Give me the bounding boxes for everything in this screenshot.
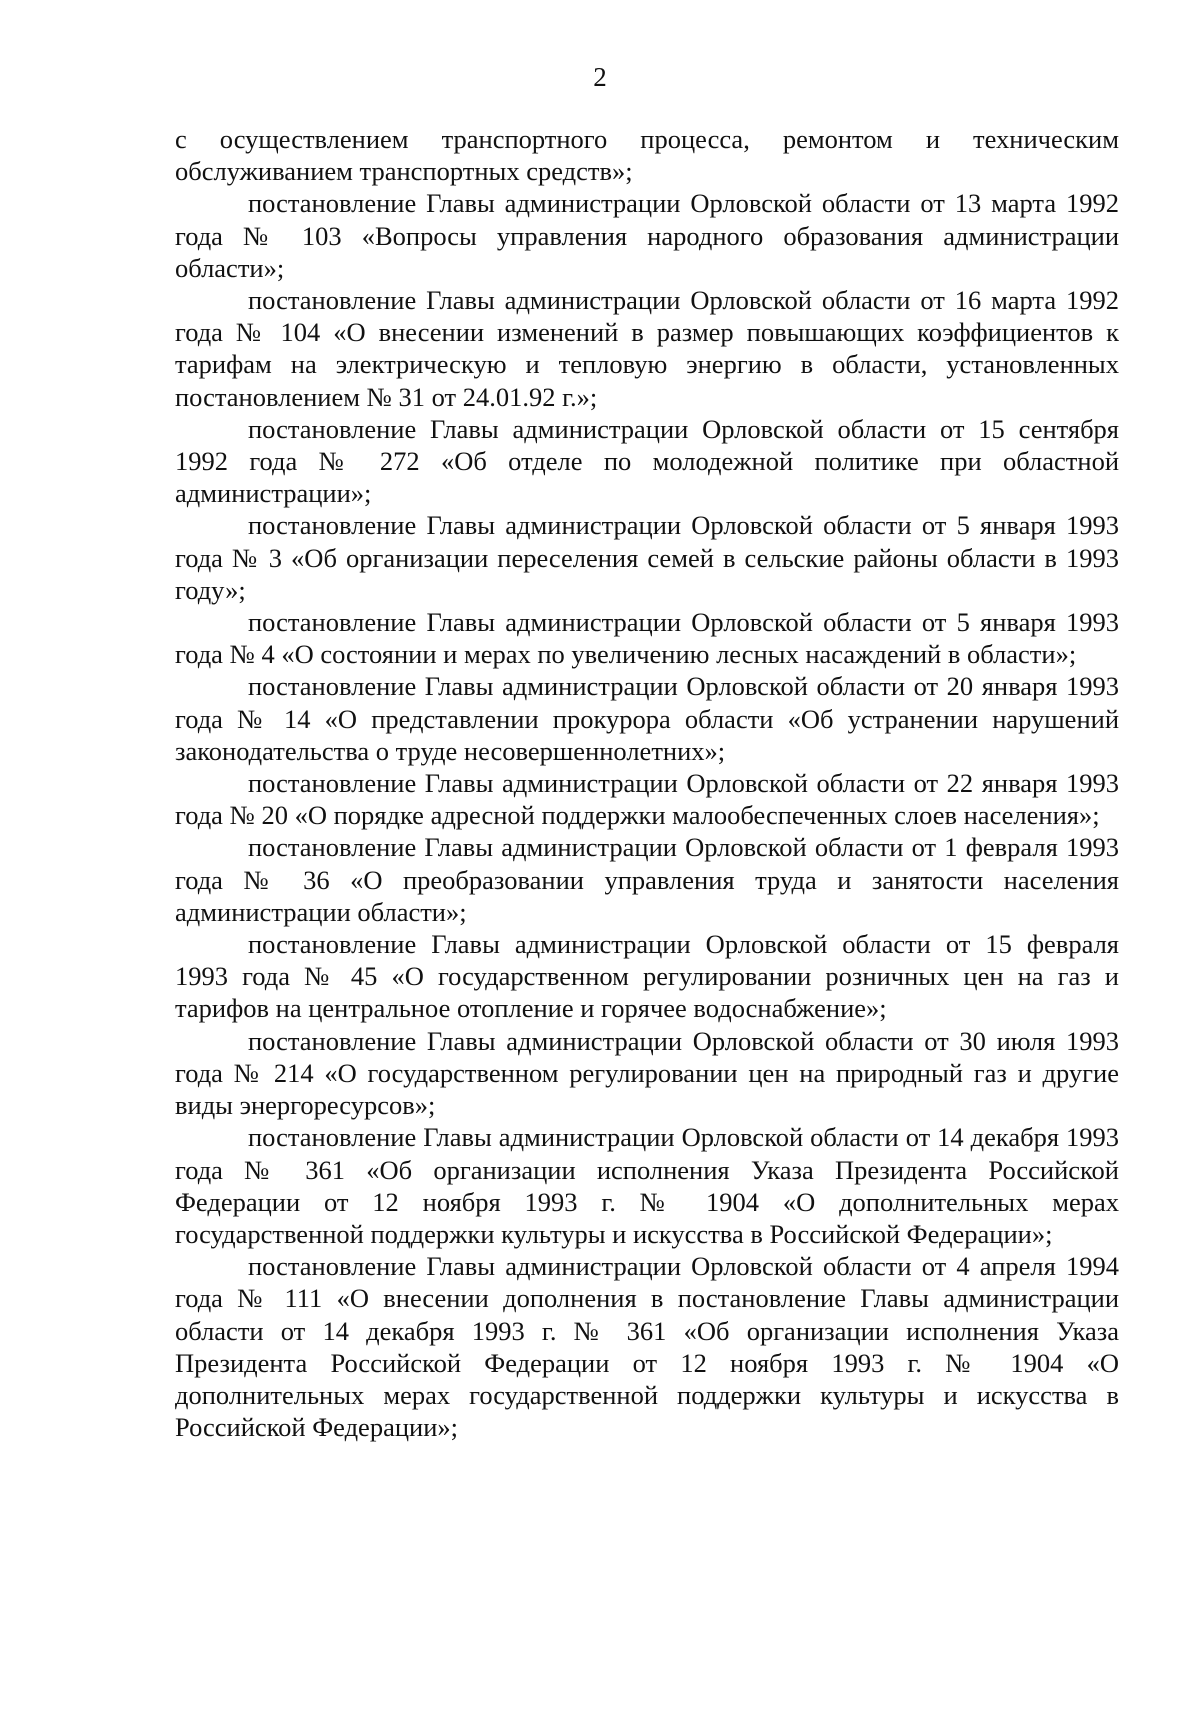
paragraph-continuation: с осуществлением транспортного процесса, ремонтом и техническим обслуживанием транспортных средств»; xyxy=(175,124,1119,187)
paragraph: постановление Главы администрации Орловской области от 30 июля 1993 года № 214 «О государственном регулировании цен на природный газ и другие виды энергоресурсов»; xyxy=(175,1025,1119,1121)
paragraph: постановление Главы администрации Орловской области от 13 марта 1992 года № 103 «Вопросы управления народного образования администрации области»; xyxy=(175,188,1119,283)
paragraph: постановление Главы администрации Орловской области от 14 декабря 1993 года № 361 «Об организации исполнения Указа Президента Российской Федерации от 12 ноября 1993 г. № 1904 «О дополнительных мерах государственной поддержки культуры и искусства в Российской Федерации»; xyxy=(175,1122,1119,1249)
paragraph: постановление Главы администрации Орловской области от 16 марта 1992 года № 104 «О внесении изменений в размер повышающих коэффициентов к тарифам на электрическую и тепловую энергию в области, установленных постановлением № 31 от 24.01.92 г.»; xyxy=(175,285,1119,412)
paragraph: постановление Главы администрации Орловской области от 4 апреля 1994 года № 111 «О внесении дополнения в постановление Главы администрации области от 14 декабря 1993 г. № 361 «Об организации исполнения Указа Президента Российской Федерации от 12 ноября 1993 г. № 1904 «О дополнительных мерах государственной поддержки культуры и искусства в Российской Федерации»; xyxy=(175,1251,1119,1443)
page-number: 2 xyxy=(593,62,607,92)
paragraph: постановление Главы администрации Орловской области от 1 февраля 1993 года № 36 «О преобразовании управления труда и занятости населения администрации области»; xyxy=(175,832,1119,927)
paragraph: постановление Главы администрации Орловской области от 15 сентября 1992 года № 272 «Об отделе по молодежной политике при областной администрации»; xyxy=(175,413,1119,509)
paragraph: постановление Главы администрации Орловской области от 5 января 1993 года № 3 «Об организации переселения семей в сельские районы области в 1993 году»; xyxy=(175,510,1119,605)
paragraph: постановление Главы администрации Орловской области от 20 января 1993 года № 14 «О представлении прокурора области «Об устранении нарушений законодательства о труде несовершеннолетних»; xyxy=(175,671,1119,766)
paragraph: постановление Главы администрации Орловской области от 5 января 1993 года № 4 «О состоянии и мерах по увеличению лесных насаждений в области»; xyxy=(175,607,1119,670)
document-body xyxy=(175,123,1119,1443)
paragraph: постановление Главы администрации Орловской области от 22 января 1993 года № 20 «О порядке адресной поддержки малообеспеченных слоев населения»; xyxy=(175,768,1119,831)
paragraph: постановление Главы администрации Орловской области от 15 февраля 1993 года № 45 «О государственном регулировании розничных цен на газ и тарифов на центральное отопление и горячее водоснабжение»; xyxy=(175,929,1119,1024)
